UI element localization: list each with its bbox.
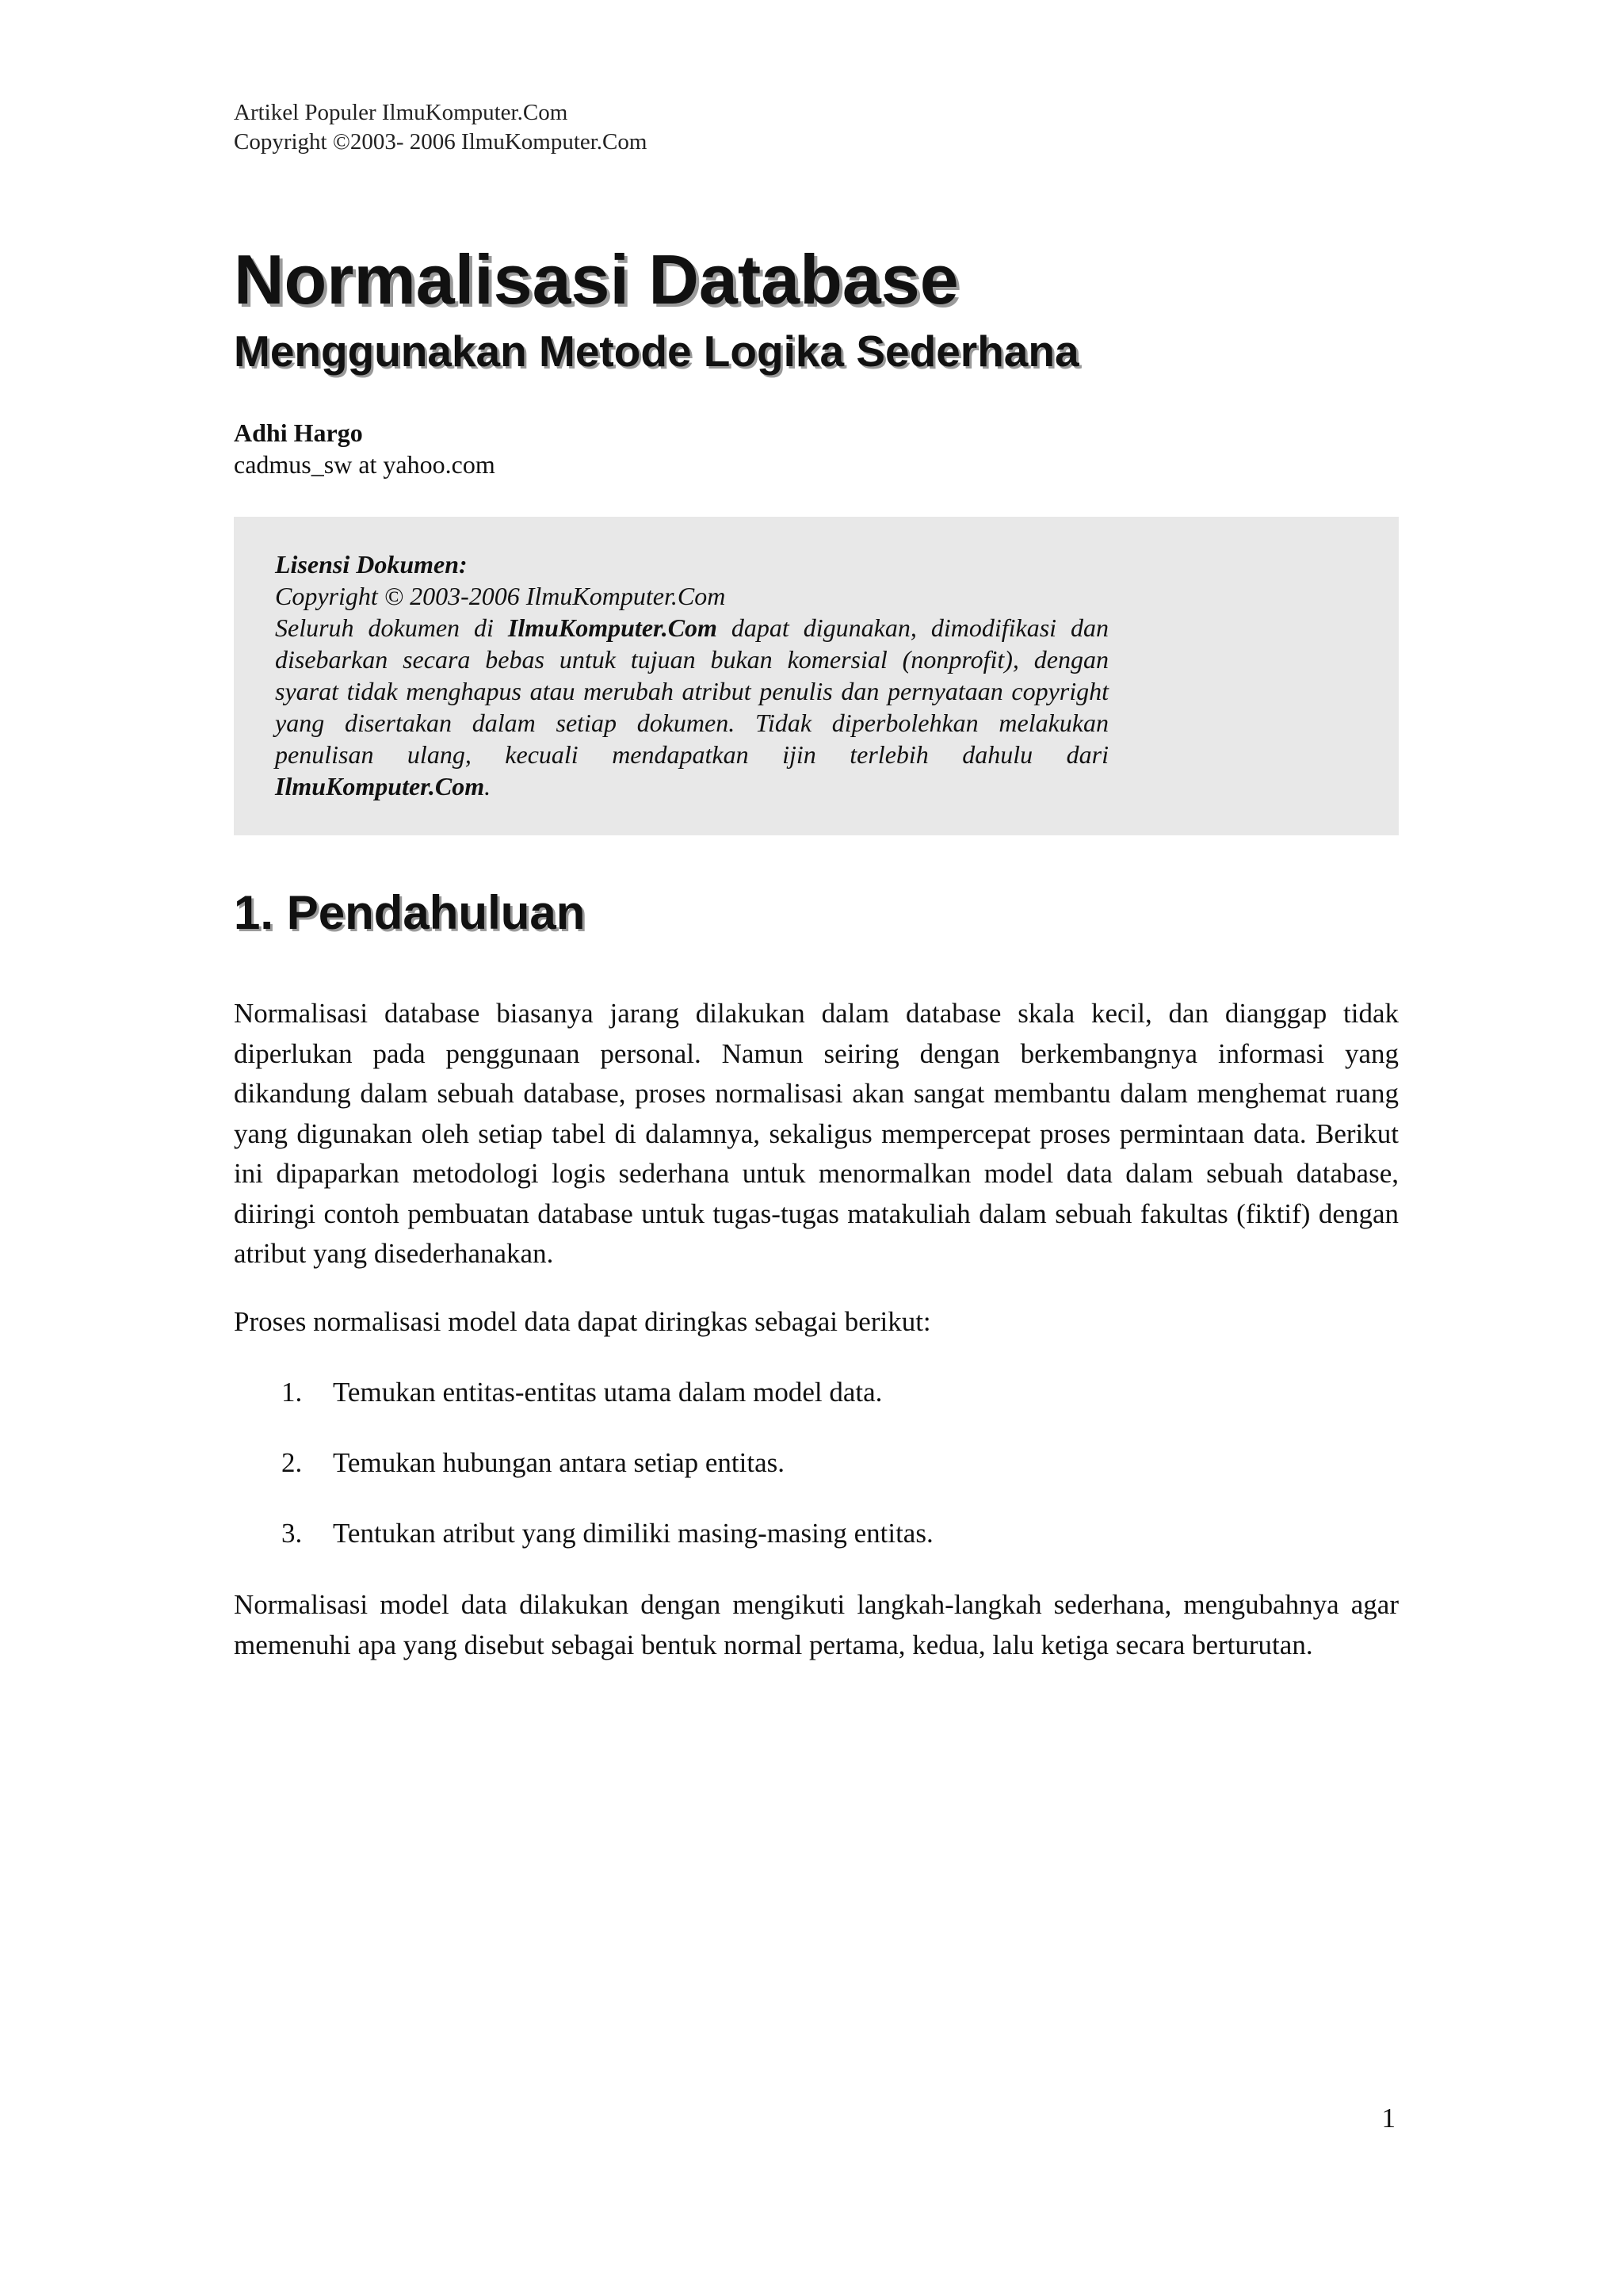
list-item-text: Temukan entitas-entitas utama dalam model data.	[333, 1377, 883, 1408]
body-paragraph-1	[234, 994, 1399, 1274]
document-title: Normalisasi Database	[234, 240, 959, 319]
list-item-number: 1.	[281, 1377, 303, 1408]
license-text	[275, 612, 1109, 802]
license-brand-2: IlmuKomputer.Com	[275, 772, 485, 800]
section-heading: 1. Pendahuluan	[234, 886, 586, 939]
list-item-number: 3.	[281, 1518, 303, 1549]
running-header	[234, 98, 647, 157]
header-line-2: Copyright ©2003- 2006 IlmuKomputer.Com	[234, 129, 647, 155]
paragraph-text: Proses normalisasi model data dapat diringkas sebagai berikut:	[234, 1306, 931, 1337]
license-box	[234, 517, 1399, 835]
license-text-part-1: Seluruh dokumen di	[275, 613, 508, 642]
license-text-part-2: dapat digunakan, dimodifikasi dan disebarkan secara bebas untuk tujuan bukan komersial (nonprofit), dengan syarat tidak menghapus atau merubah atribut penulis dan pernyataan copyright yang disertakan dalam setiap dokumen. Tidak diperbolehkan melakukan penulisan ulang, kecuali mendapatkan ijin terlebih dahulu dari	[275, 613, 1109, 769]
list-item	[234, 1514, 1399, 1584]
title-block	[234, 236, 1399, 379]
paragraph-text: Normalisasi database biasanya jarang dilakukan dalam database skala kecil, dan dianggap tidak diperlukan pada penggunaan personal. Namun seiring dengan berkembangnya informasi yang dikandung dalam sebuah database, proses normalisasi akan sangat membantu dalam menghemat ruang yang digunakan oleh setiap tabel di dalamnya, sekaligus mempercepat proses permintaan data. Berikut ini dipaparkan metodologi logis sederhana untuk menormalkan model data dalam sebuah database, diiringi contoh pembuatan database untuk tugas-tugas matakuliah dalam sebuah fakultas (fiktif) dengan atribut yang disederhanakan.	[234, 998, 1399, 1269]
author-name: Adhi Hargo	[234, 418, 363, 447]
license-content	[275, 548, 1109, 802]
license-brand-1: IlmuKomputer.Com	[507, 613, 717, 642]
steps-list	[234, 1373, 1399, 1584]
author-block	[234, 417, 495, 480]
list-item-number: 2.	[281, 1447, 303, 1478]
body-paragraph-2	[234, 1302, 1399, 1343]
body-paragraph-3	[234, 1585, 1399, 1665]
license-title: Lisensi Dokumen:	[275, 550, 468, 579]
header-line-1: Artikel Populer IlmuKomputer.Com	[234, 100, 568, 125]
document-subtitle: Menggunakan Metode Logika Sederhana	[234, 327, 1079, 376]
list-item-text: Tentukan atribut yang dimiliki masing-masing entitas.	[333, 1518, 934, 1549]
list-item	[234, 1443, 1399, 1514]
list-item	[234, 1373, 1399, 1443]
page-number: 1	[1381, 2103, 1396, 2134]
list-item-text: Temukan hubungan antara setiap entitas.	[333, 1447, 785, 1478]
license-text-part-3: .	[484, 772, 491, 800]
license-copyright: Copyright © 2003-2006 IlmuKomputer.Com	[275, 582, 726, 610]
paragraph-text: Normalisasi model data dilakukan dengan mengikuti langkah-langkah sederhana, mengubahnya agar memenuhi apa yang disebut sebagai bentuk normal pertama, kedua, lalu ketiga secara berturutan.	[234, 1589, 1399, 1660]
author-email: cadmus_sw at yahoo.com	[234, 450, 495, 479]
